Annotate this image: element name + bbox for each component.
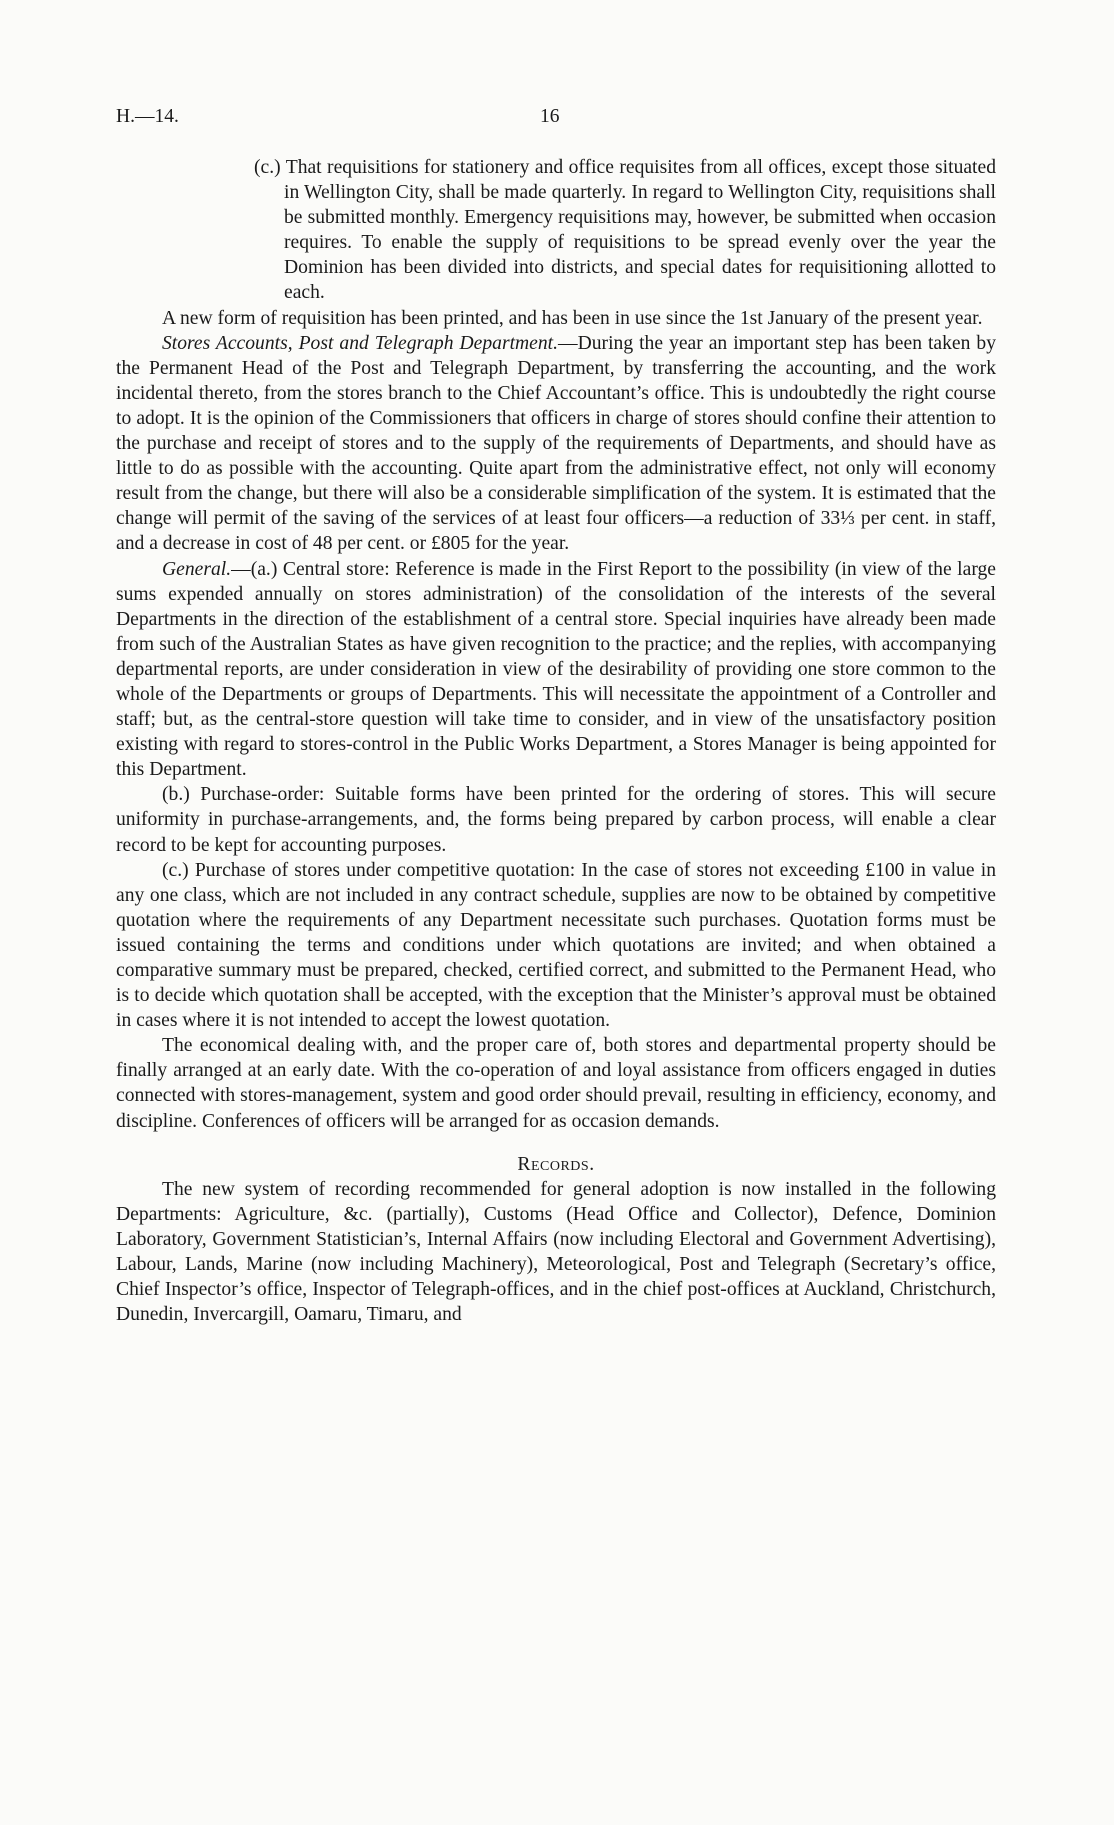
paragraph-stores-accounts [116, 331, 996, 557]
section-title-general: General. [162, 558, 232, 580]
paragraph-new-form: A new form of requisition has been printed, and has been in use since the 1st January of the present year. [162, 307, 983, 329]
paragraph-purchase-order: (b.) Purchase-order: Suitable forms have been printed for the ordering of stores. This will secure uniformity in purchase-arrangements, and, the forms being prepared by carbon process, will enable a clear record to be kept for accounting purposes. [116, 784, 996, 856]
paragraph-general [116, 557, 996, 783]
page-header [116, 106, 996, 136]
document-reference: H.—14. [116, 106, 179, 127]
paragraph-stores-accounts-text: —During the year an important step has been taken by the Permanent Head of the Post and Telegraph Department, by transferring the accounting, and the work incidental thereto, from the stores branch to the Chief Accountant’s office. This is undoubtedly the right course to adopt. It is the opinion of the Commissioners that officers in charge of stores should confine their attention to the purchase and receipt of stores and to the supply of the requirements of Departments, and should have as little to do as possible with the accounting. Quite apart from the administrative effect, not only will economy result from the change, but there will also be a considerable simplification of the system. It is estimated that the change will permit of the saving of the services of at least four officers—a reduction of 33⅓ per cent. in staff, and a decrease in cost of 48 per cent. or £805 for the year. [116, 332, 996, 555]
paragraph-requisitions-c: (c.) That requisitions for stationery and office requisites from all offices, except those situated in Wellington City, shall be made quarterly. In regard to Wellington City, requisitions shall be submitted monthly. Emergency requisitions may, however, be submitted when occasion requires. To enable the supply of requisitions to be spread evenly over the year the Dominion has been divided into districts, and special dates for requisitioning allotted to each. [254, 157, 996, 304]
paragraph-records: The new system of recording recommended for general adoption is now installed in the following Departments: Agriculture, &c. (partially), Customs (Head Office and Collector), Defence, Dominion Laboratory, Government Statistician’s, Internal Affairs (now including Electoral and Government Advertising), Labour, Lands, Marine (now including Machinery), Meteorological, Post and Telegraph (Secretary’s office, Chief Inspector’s office, Inspector of Telegraph-offices, and in the chief post-offices at Auckland, Christchurch, Dunedin, Invercargill, Oamaru, Timaru, and [116, 1178, 996, 1326]
paragraph-competitive-quotation: (c.) Purchase of stores under competitive quotation: In the case of stores not exceeding £100 in value in any one class, which are not included in any contract schedule, supplies are now to be obtained by competitive quotation where the requirements of any Department necessitate such purchases. Quotation forms must be issued containing the terms and conditions under which quotations are invited; and when obtained a comparative summary must be prepared, checked, certified correct, and submitted to the Permanent Head, who is to decide which quotation shall be accepted, with the exception that the Minister’s approval must be obtained in cases where it is not intended to accept the lowest quotation. [116, 859, 996, 1032]
section-heading-records: Records. [517, 1153, 595, 1175]
paragraph-economical-dealing: The economical dealing with, and the proper care of, both stores and departmental property should be finally arranged at an early date. With the co-operation of and loyal assistance from officers engaged in duties connected with stores-management, system and good order should prevail, resulting in efficiency, economy, and discipline. Conferences of officers will be arranged for as occasion demands. [116, 1035, 996, 1132]
paragraph-general-text: —(a.) Central store: Reference is made in the First Report to the possibility (in view of the large sums expended annually on stores administration) of the consolidation of the interests of the several Departments in the direction of the establishment of a central store. Special inquiries have already been made from such of the Australian States as have given recognition to the practice; and the replies, with accompanying departmental reports, are under consideration in view of the desirability of providing one store common to the whole of the Departments or groups of Departments. This will necessitate the appointment of a Controller and staff; but, as the central-store question will take time to consider, and in view of the unsatisfactory position existing with regard to stores-control in the Public Works Department, a Stores Manager is being appointed for this Department. [116, 558, 996, 781]
body-text [116, 155, 996, 1327]
page-number: 16 [540, 106, 560, 127]
section-title-stores-accounts: Stores Accounts, Post and Telegraph Department. [162, 332, 559, 354]
